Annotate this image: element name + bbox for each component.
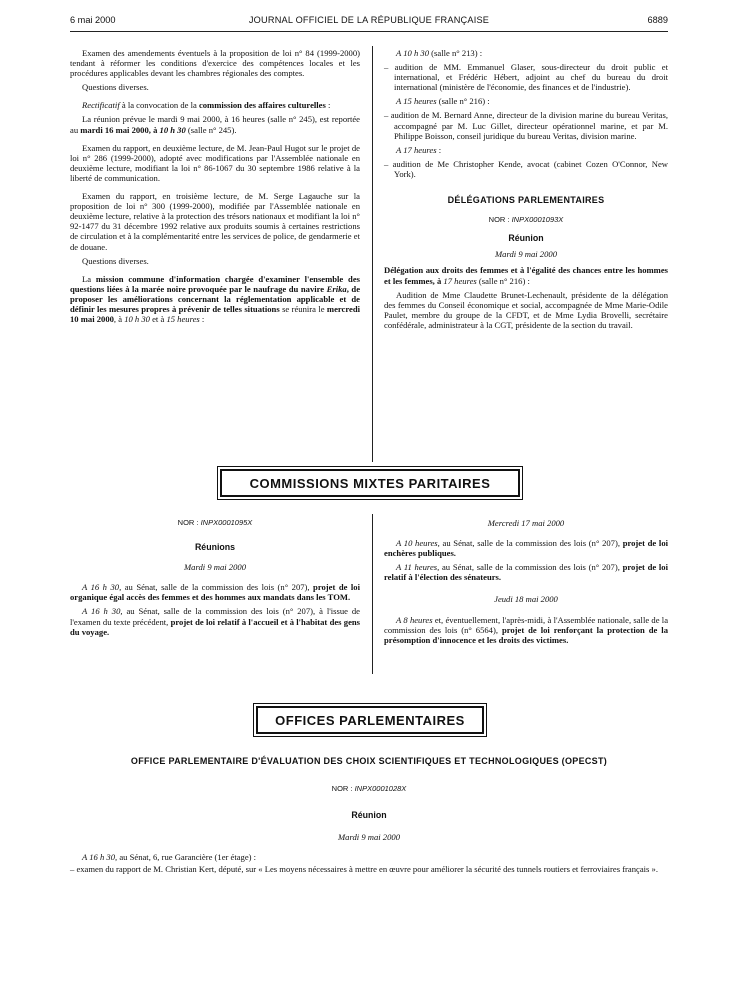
audition-item: – audition de Me Christopher Kende, avocat (cabinet Cozen O'Connor, New York). — [384, 158, 668, 179]
agenda-item: A 16 h 30, au Sénat, 6, rue Garancière (1er étage) : — [82, 852, 257, 863]
left-column-top — [70, 48, 360, 328]
paragraph: Audition de Mme Claudette Brunet-Lechenault, présidente de la délégation des femmes du Conseil économique et social, accompagnée de Mme Marie-Odile Paulet, membre du groupe de la CFDT, et de Mme Lydia Brovelli, secrétaire confédérale, administrateur à la CGT, présidente de la section du travail. — [384, 289, 668, 330]
reunion-heading: Réunion — [351, 810, 387, 821]
audition-item: – audition de MM. Emmanuel Glaser, sous-directeur du droit public et international, et Frédéric Hébert, adjoint au chef du bureau du droit international (ministère de l'économie, des finances et de l'industrie). — [384, 62, 668, 93]
meeting-date: Mardi 9 mai 2000 — [495, 249, 557, 260]
delegation-paragraph: Délégation aux droits des femmes et à l'égalité des chances entre les hommes et les femmes, à 17 heures (salle n° 216) : — [384, 265, 668, 286]
section-title: OFFICES PARLEMENTAIRES — [256, 706, 484, 734]
audition-item: – audition de M. Bernard Anne, directeur de la division marine du bureau Veritas, accompagné par M. Luc Gillet, directeur opérationnel marine, et par M. Philippe Boisson, conseil juridique du bureau Veritas, division marine. — [384, 110, 668, 141]
section-heading: DÉLÉGATIONS PARLEMENTAIRES — [447, 195, 605, 206]
rectificatif-paragraph: Rectificatif à la convocation de la commission des affaires culturelles : — [82, 100, 331, 111]
agenda-item: A 16 h 30, au Sénat, salle de la commission des lois (n° 207), projet de loi organique égal accès des femmes et des hommes aux mandats dans les TOM. — [70, 582, 360, 603]
reunions-heading: Réunions — [194, 542, 236, 553]
reunion-heading: Réunion — [508, 233, 544, 244]
header-date: 6 mai 2000 — [70, 15, 116, 25]
journal-title: JOURNAL OFFICIEL DE LA RÉPUBLIQUE FRANÇAISE — [248, 15, 490, 25]
cmp-left-column — [70, 518, 360, 641]
office-title: OFFICE PARLEMENTAIRE D'ÉVALUATION DES CHOIX SCIENTIFIQUES ET TECHNOLOGIQUES (OPECST) — [130, 756, 608, 766]
agenda-item: A 16 h 30, au Sénat, salle de la commission des lois (n° 207), à l'issue de l'examen du texte précédent, projet de loi relatif à l'accueil et à l'habitat des gens du voyage. — [70, 606, 361, 637]
section-title-box — [217, 466, 523, 500]
mission-paragraph: La mission commune d'information chargée d'examiner l'ensemble des questions liées à la marée noire provoquée par le naufrage du navire Erika, de proposer les améliorations concernant la réglementation applicable et de définir les mesures propres à prévenir de telles situations se réunira le mercredi 10 mai 2000, à 10 h 30 et à 15 heures : — [70, 273, 361, 325]
time-heading: A 15 heures (salle n° 216) : — [396, 96, 490, 107]
paragraph: Questions diverses. — [82, 82, 149, 93]
nor-reference: NOR : INPX0001028X — [331, 784, 407, 794]
column-divider — [372, 514, 373, 674]
meeting-date: Mercredi 17 mai 2000 — [487, 518, 565, 528]
column-divider — [372, 46, 373, 462]
paragraph: La réunion prévue le mardi 9 mai 2000, à 16 heures (salle n° 245), est reportée au mardi 16 mai 2000, à 10 h 30 (salle n° 245). — [70, 114, 360, 135]
agenda-item: A 11 heures, au Sénat, salle de la commission des lois (n° 207), projet de loi relatif à l'élection des sénateurs. — [384, 562, 668, 583]
paragraph: Examen des amendements éventuels à la proposition de loi n° 84 (1999-2000) tendant à réformer les conditions d'exercice des compétences locales et les procédures applicables devant les chambres régionales des comptes. — [70, 48, 360, 79]
time-heading: A 17 heures : — [396, 144, 442, 155]
page-header — [70, 15, 668, 29]
paragraph: Examen du rapport, en troisième lecture, de M. Serge Lagauche sur la proposition de loi n° 300 (1999-2000), modifiée par l'Assemblée nationale en deuxième lecture, relative à la protection des trésors nationaux et modifiant la loi n° 92-1477 du 31 décembre 1992 relative aux produits soumis à certaines restrictions de circulation et à la complémentarité entre les services de police, de gendarmerie et de douane. — [70, 191, 360, 252]
meeting-date: Jeudi 18 mai 2000 — [494, 594, 558, 605]
agenda-item: A 8 heures et, éventuellement, l'après-midi, à l'Assemblée nationale, salle de la commission des lois (n° 6564), projet de loi renforçant la protection de la présomption d'innocence et les droits des victimes. — [384, 614, 669, 645]
agenda-item: A 10 heures, au Sénat, salle de la commission des lois (n° 207), projet de loi enchères publiques. — [384, 538, 668, 559]
time-heading: A 10 h 30 (salle n° 213) : — [396, 48, 483, 58]
section-title-box — [253, 703, 487, 737]
right-column-top — [384, 48, 668, 334]
cmp-right-column — [384, 518, 668, 649]
header-rule — [70, 31, 668, 32]
paragraph: Examen du rapport, en deuxième lecture, de M. Jean-Paul Hugot sur le projet de loi n° 286 (1999-2000), adopté avec modifications par l'Assemblée nationale en deuxième lecture, modifiant la loi n° 86-1067 du 30 septembre 1986 relative à la liberté de communication. — [70, 142, 360, 183]
nor-reference: NOR : INPX0001093X — [488, 215, 564, 225]
meeting-date: Mardi 9 mai 2000 — [184, 562, 246, 573]
offices-section — [70, 756, 668, 875]
section-title: COMMISSIONS MIXTES PARITAIRES — [220, 469, 520, 497]
page-number: 6889 — [647, 15, 668, 25]
paragraph: Questions diverses. — [82, 255, 149, 266]
agenda-item: – examen du rapport de M. Christian Kert, député, sur « Les moyens nécessaires à mettre en œuvre pour améliorer la sécurité des tunnels routiers et ferroviaires français ». — [70, 864, 658, 875]
nor-reference: NOR : INPX0001095X — [177, 518, 253, 527]
meeting-date: Mardi 9 mai 2000 — [338, 832, 400, 843]
